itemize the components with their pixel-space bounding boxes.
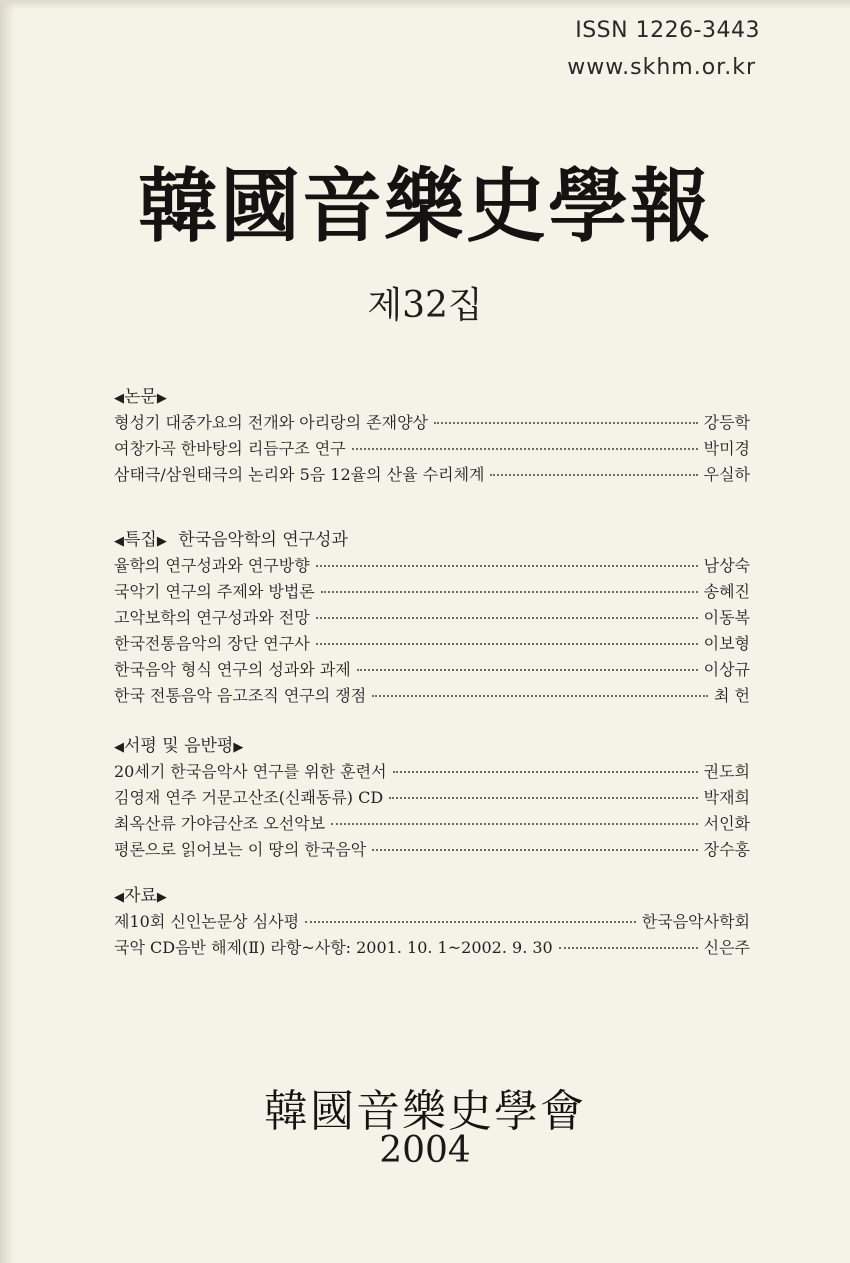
entry-author: 신은주 [703,938,750,957]
entry-title: 한국음악 형식 연구의 성과와 과제 [114,660,351,679]
right-triangle-icon: ▶ [156,534,167,549]
entry-title: 율학의 연구성과와 연구방향 [114,556,310,575]
leader-dots [305,921,636,923]
entry-title: 제10회 신인논문상 심사평 [114,912,300,931]
section-subtitle: 한국음악학의 연구성과 [178,530,348,550]
toc-entry [114,837,750,863]
entry-author: 권도희 [703,762,750,781]
toc-entry [114,605,750,631]
section-label: 자료 [124,886,157,906]
left-triangle-icon: ◀ [114,890,124,905]
leader-dots [331,823,698,825]
publication-year: 2004 [379,1130,471,1171]
section-heading [114,527,750,553]
entry-author: 이동복 [703,608,750,627]
leader-dots [372,695,708,697]
issue-number: 제32집 [367,285,483,326]
entry-title: 국악 CD음반 해제(Ⅱ) 라항~사항: 2001. 10. 1~2002. 9. 30 [114,938,553,957]
entry-author: 우실하 [703,465,750,484]
toc-entry [114,553,750,579]
entry-title: 삼태극/삼원태극의 논리와 5음 12율의 산율 수리체계 [114,465,485,484]
entry-title: 20세기 한국음악사 연구를 위한 훈련서 [114,762,387,781]
toc-section-materials [114,883,750,961]
leader-dots [490,474,697,476]
toc-entry [114,410,750,436]
leader-dots [316,617,698,619]
leader-dots [389,797,697,799]
entry-title: 형성기 대중가요의 전개와 아리랑의 존재양상 [114,413,429,432]
leader-dots [316,643,698,645]
toc-section-reviews [114,733,750,863]
leader-dots [352,448,698,450]
toc-entry [114,436,750,462]
section-label: 논문 [124,387,157,407]
journal-title: 韓國音樂史學報 [138,159,712,253]
entry-author: 서인화 [703,814,750,833]
section-label: 서평 및 음반평 [124,736,234,756]
entry-title: 최옥산류 가야금산조 오선악보 [114,814,326,833]
entry-title: 한국 전통음악 음고조직 연구의 쟁점 [114,686,367,705]
issn-number: ISSN 1226-3443 [575,18,760,43]
entry-author: 송혜진 [703,582,750,601]
website-url: www.skhm.or.kr [567,55,756,80]
toc-entry [114,811,750,837]
entry-title: 고악보학의 연구성과와 전망 [114,608,310,627]
entry-author: 한국음악사학회 [641,912,750,931]
left-triangle-icon: ◀ [114,534,124,549]
left-triangle-icon: ◀ [114,740,124,755]
toc-section-special [114,527,750,709]
entry-title: 한국전통음악의 장단 연구사 [114,634,310,653]
entry-title: 국악기 연구의 주제와 방법론 [114,582,315,601]
leader-dots [316,565,698,567]
toc-entry [114,935,750,961]
toc-entry [114,657,750,683]
left-triangle-icon: ◀ [114,391,124,406]
section-heading [114,733,750,759]
right-triangle-icon: ▶ [156,890,167,905]
leader-dots [434,422,698,424]
entry-title: 여창가곡 한바탕의 리듬구조 연구 [114,439,346,458]
right-triangle-icon: ▶ [156,391,167,406]
section-heading [114,384,750,410]
entry-author: 강등학 [703,413,750,432]
toc-entry [114,759,750,785]
leader-dots [321,591,698,593]
toc-entry [114,579,750,605]
entry-author: 최 헌 [714,686,750,705]
section-label: 특집 [124,530,157,550]
entry-author: 박미경 [703,439,750,458]
toc-entry [114,631,750,657]
entry-author: 남상숙 [703,556,750,575]
leader-dots [357,669,698,671]
section-heading [114,883,750,909]
entry-author: 박재희 [703,788,750,807]
entry-author: 이보형 [703,634,750,653]
leader-dots [372,849,697,851]
toc-entry [114,909,750,935]
leader-dots [559,947,698,949]
toc-entry [114,785,750,811]
publisher-name: 韓國音樂史學會 [264,1086,586,1137]
entry-author: 장수홍 [703,840,750,859]
entry-author: 이상규 [703,660,750,679]
toc-entry [114,462,750,488]
entry-title: 김영재 연주 거문고산조(신쾌동류) CD [114,788,384,807]
right-triangle-icon: ▶ [233,740,244,755]
cover-edge-top [0,0,850,10]
toc-entry [114,683,750,709]
leader-dots [393,771,698,773]
entry-title: 평론으로 읽어보는 이 땅의 한국음악 [114,840,367,859]
toc-section-papers [114,384,750,488]
